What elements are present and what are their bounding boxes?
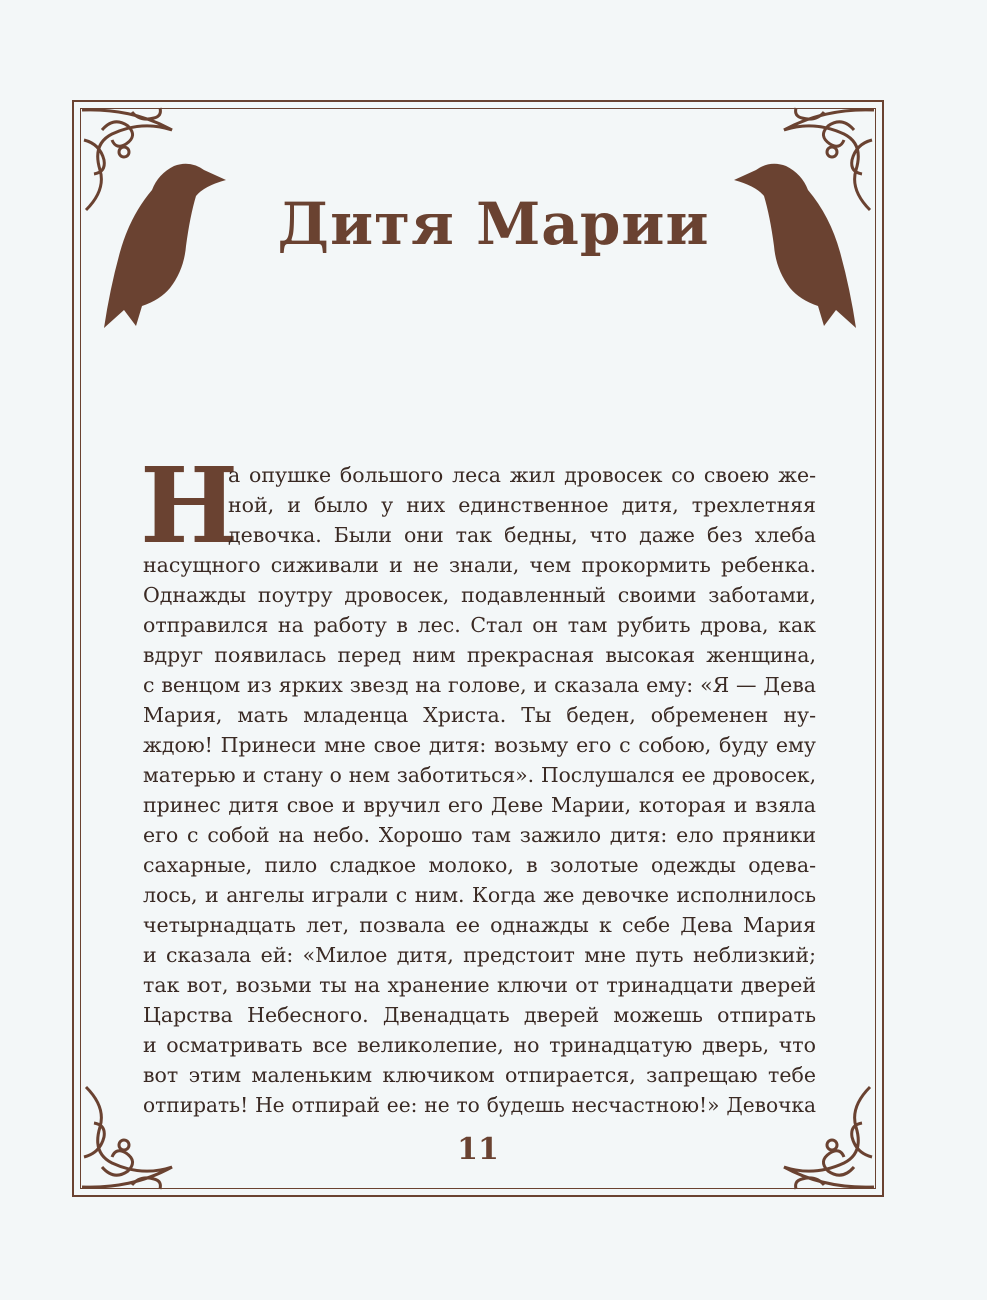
text-line: Однажды поутру дровосек, подавленный своими заботами, (143, 583, 816, 607)
text-line: принес дитя свое и вручил его Деве Марии, которая и взяла (143, 793, 816, 817)
text-line: лось, и ангелы играли с ним. Когда же девочке исполнилось (143, 883, 816, 907)
text-line: а опушке большого леса жил дровосек со своею же- (228, 463, 816, 487)
text-line: матерью и стану о нем заботиться». Послушался ее дровосек, (143, 763, 816, 787)
text-line: Царства Небесного. Двенадцать дверей можешь отпирать (143, 1003, 816, 1027)
text-line: отправился на работу в лес. Стал он там рубить дрова, как (143, 613, 816, 637)
text-line: и сказала ей: «Милое дитя, предстоит мне путь неблизкий; (143, 943, 816, 967)
page-title: Дитя Марии (277, 190, 710, 258)
text-line: вот этим маленьким ключиком отпирается, запрещаю тебе (143, 1063, 816, 1087)
text-line: насущного сиживали и не знали, чем прокормить ребенка. (143, 553, 816, 577)
text-line: и осматривать все великолепие, но тринадцатую дверь, что (143, 1033, 816, 1057)
text-line: так вот, возьми ты на хранение ключи от тринадцати дверей (143, 973, 816, 997)
text-line: четырнадцать лет, позвала ее однажды к себе Дева Мария (143, 913, 816, 937)
drop-cap: Н (140, 444, 239, 567)
text-line: девочка. Были они так бедны, что даже без хлеба (228, 523, 816, 547)
text-line: Мария, мать младенца Христа. Ты беден, обременен ну- (143, 703, 816, 727)
page-number: 11 (457, 1132, 499, 1167)
text-line: ждою! Принеси мне свое дитя: возьму его с собою, буду ему (143, 733, 816, 757)
text-line: его с собой на небо. Хорошо там зажило дитя: ело пряники (143, 823, 816, 847)
text-line: отпирать! Не отпирай ее: не то будешь несчастною!» Девочка (143, 1093, 816, 1117)
text-line: ной, и было у них единственное дитя, трехлетняя (228, 493, 816, 517)
text-line: сахарные, пило сладкое молоко, в золотые одежды одева- (143, 853, 816, 877)
text-line: вдруг появилась перед ним прекрасная высокая женщина, (143, 643, 816, 667)
text-line: с венцом из ярких звезд на голове, и сказала ему: «Я — Дева (143, 673, 816, 697)
